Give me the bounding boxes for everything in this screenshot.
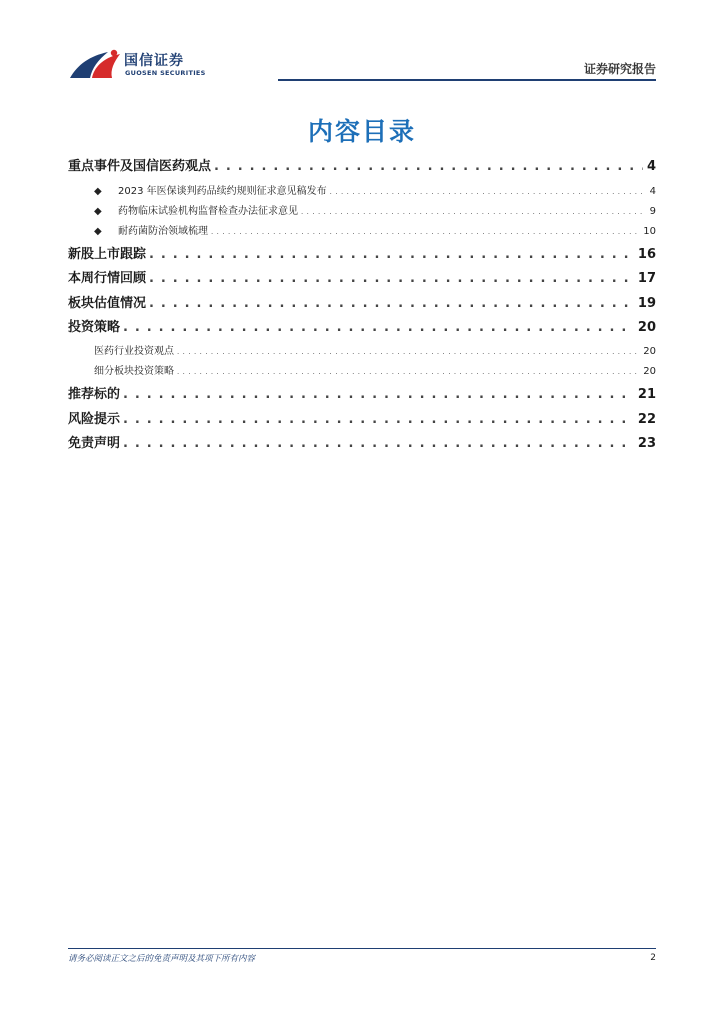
toc-entry-page: 19 (637, 296, 656, 311)
toc-entry-page: 20 (643, 366, 656, 377)
toc-entry-page: 9 (649, 206, 656, 217)
toc-entry-label: 医药行业投资观点 (94, 346, 174, 357)
toc-entry[interactable] (68, 267, 656, 286)
toc-entry[interactable] (68, 383, 656, 402)
toc-leader-dots (177, 368, 639, 376)
toc-entry-page: 20 (637, 320, 656, 335)
footer-divider (68, 948, 656, 949)
toc-entry-page: 21 (637, 387, 656, 402)
logo-chinese-name: 国信证券 (124, 53, 184, 69)
toc-entry-label: 药物临床试验机构监督检查办法征求意见 (118, 206, 298, 217)
diamond-bullet-icon: ◆ (94, 226, 102, 237)
toc-entry-page: 16 (637, 247, 656, 262)
guosen-logo-icon (68, 48, 122, 82)
diamond-bullet-icon: ◆ (94, 206, 102, 217)
toc-entry[interactable] (68, 182, 656, 197)
toc-entry[interactable] (68, 342, 656, 357)
toc-entry[interactable] (68, 243, 656, 262)
toc-leader-dots (149, 296, 634, 311)
toc-title: 内容目录 (307, 117, 416, 146)
toc-entry[interactable] (68, 222, 656, 237)
toc-leader-dots (123, 387, 634, 402)
toc-leader-dots (211, 228, 639, 236)
logo-english-name: GUOSEN SECURITIES (125, 69, 206, 77)
toc-entry-label: 免责声明 (68, 436, 121, 451)
toc-leader-dots (301, 208, 646, 216)
toc-entry[interactable] (68, 155, 656, 174)
toc-leader-dots (177, 348, 639, 356)
toc-entry[interactable] (68, 432, 656, 451)
page-number: 2 (650, 953, 656, 963)
toc-entry-label: 风险提示 (68, 412, 121, 427)
toc-leader-dots (123, 412, 634, 427)
toc-entry-page: 4 (649, 186, 656, 197)
toc-entry-label: 重点事件及国信医药观点 (68, 159, 212, 174)
toc-entry[interactable] (68, 408, 656, 427)
toc-entry[interactable] (68, 202, 656, 217)
toc-leader-dots (123, 436, 634, 451)
toc-leader-dots (149, 247, 634, 262)
toc-entry-label: 推荐标的 (68, 387, 121, 402)
toc-entry-page: 10 (643, 226, 656, 237)
toc-entry-page: 4 (646, 159, 656, 174)
toc-entry[interactable] (68, 362, 656, 377)
toc-leader-dots (214, 159, 643, 174)
toc-leader-dots (330, 188, 646, 196)
toc-entry-page: 17 (637, 271, 656, 286)
toc-leader-dots (123, 320, 634, 335)
toc-entry-page: 23 (637, 436, 656, 451)
page-header (68, 48, 656, 84)
toc-entry-label: 投资策略 (68, 320, 121, 335)
toc-entry-label: 细分板块投资策略 (94, 366, 174, 377)
toc-entry[interactable] (68, 316, 656, 335)
toc-entry-label: 新股上市跟踪 (68, 247, 147, 262)
toc-entry-label: 2023 年医保谈判药品续约规则征求意见稿发布 (118, 186, 327, 197)
header-divider (278, 79, 656, 81)
toc-entry-label: 耐药菌防治领域梳理 (118, 226, 208, 237)
toc-entry-page: 20 (643, 346, 656, 357)
toc-entry-label: 板块估值情况 (68, 296, 147, 311)
toc-entry[interactable] (68, 292, 656, 311)
diamond-bullet-icon: ◆ (94, 186, 102, 197)
toc-leader-dots (149, 271, 634, 286)
toc-entry-page: 22 (637, 412, 656, 427)
footer-disclaimer: 请务必阅读正文之后的免责声明及其项下所有内容 (68, 954, 256, 964)
toc-entry-label: 本周行情回顾 (68, 271, 147, 286)
report-type-label: 证券研究报告 (583, 62, 656, 76)
